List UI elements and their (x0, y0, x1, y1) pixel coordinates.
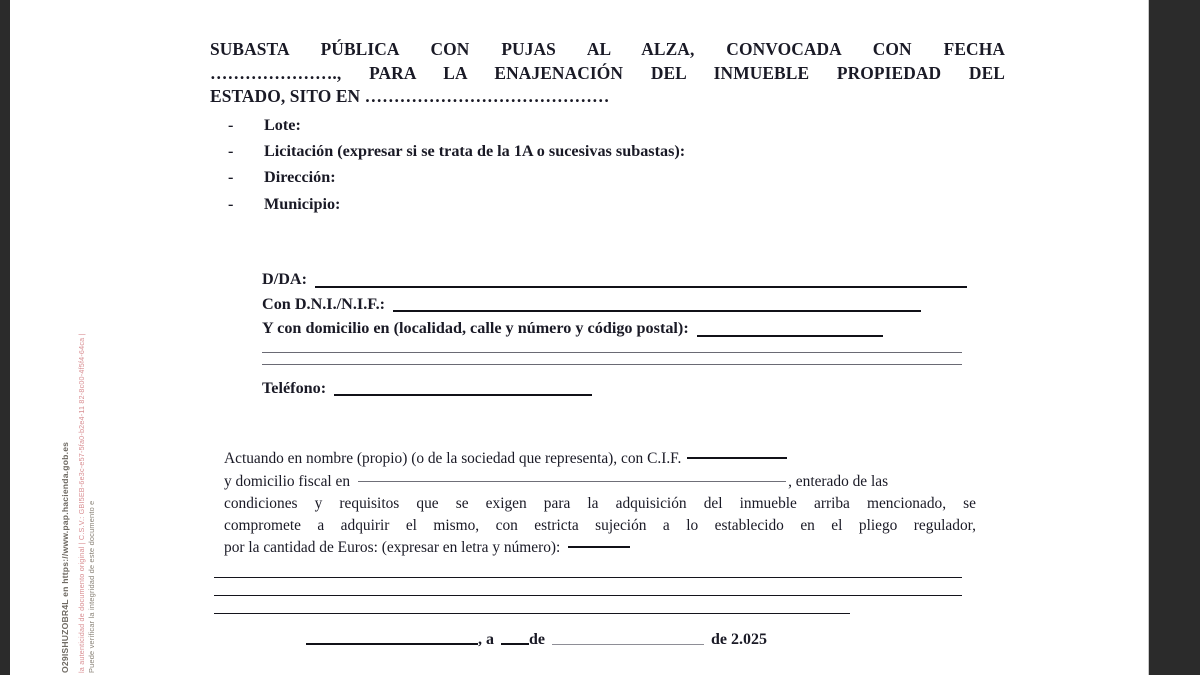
title-line-2: …………………., PARA LA ENAJENACIÓN DEL INMUEBLE PROPIEDAD DEL (210, 62, 1005, 83)
date-year: de 2.025 (711, 631, 767, 649)
date-comma-a: , a (478, 631, 494, 649)
title-line-1: SUBASTA PÚBLICA CON PUJAS AL ALZA, CONVOCADA CON FECHA (210, 39, 1005, 59)
list-item (228, 191, 1005, 217)
list-item-label: Lote: (264, 116, 301, 135)
document-page (10, 0, 1149, 675)
city-blank[interactable] (306, 643, 478, 645)
declaration-line-4: compromete a adquirir el mismo, con estricta sujeción a lo establecido en el pliego regulador, (224, 516, 976, 534)
date-de-1: de (529, 631, 545, 649)
address-field-blank[interactable] (697, 335, 883, 337)
signature-csv-text: la autenticidad de documento original | C.S.V.: GBI5EB-6e3c-e57-5fa0-b2e4-11 82-8c00-4f5f4-64ca | (77, 333, 86, 673)
bullet-dash-icon: - (228, 142, 234, 161)
address-field-label: Y con domicilio en (localidad, calle y número y código postal): (262, 319, 689, 338)
signature-verification-text: Puede verificar la integridad de este documento e (87, 500, 96, 673)
page-title (210, 38, 1005, 109)
declaration-paragraph (210, 448, 976, 559)
name-field-label: D/DA: (262, 269, 307, 288)
amount-line-1[interactable] (214, 577, 962, 578)
amount-blank[interactable] (568, 546, 630, 548)
name-field-row (262, 267, 1005, 292)
viewer-right-background (1149, 0, 1200, 675)
document-body (210, 38, 1005, 649)
day-blank[interactable] (501, 643, 529, 645)
amount-writein-lines (210, 577, 1005, 614)
list-item-label: Licitación (expresar si se trata de la 1A o sucesivas subastas): (264, 142, 686, 161)
declaration-line-2: y domicilio fiscal en , enterado de las (224, 472, 889, 490)
amount-line-3[interactable] (214, 613, 850, 614)
bullet-dash-icon: - (228, 194, 234, 213)
amount-line-2[interactable] (214, 595, 962, 596)
declaration-line-5: por la cantidad de Euros: (expresar en letra y número): (224, 537, 976, 559)
declaration-line-1: Actuando en nombre (propio) (o de la sociedad que representa), con C.I.F. (224, 448, 976, 470)
phone-field-label: Teléfono: (262, 378, 327, 397)
list-item (228, 138, 1005, 164)
fiscal-address-blank[interactable] (358, 481, 786, 482)
list-item (228, 112, 1005, 138)
month-blank[interactable] (552, 644, 704, 645)
cif-blank[interactable] (687, 457, 787, 459)
declaration-line-3: condiciones y requisitos que se exigen para la adquisición del inmueble arriba mencionado, se (224, 494, 976, 512)
name-field-blank[interactable] (315, 286, 967, 288)
dni-field-blank[interactable] (393, 310, 921, 312)
title-line-3: ESTADO, SITO EN …………………………………… (210, 86, 610, 107)
bullet-dash-icon: - (228, 168, 234, 187)
phone-field-blank[interactable] (334, 394, 592, 396)
dni-field-label: Con D.N.I./N.I.F.: (262, 294, 386, 313)
date-line (210, 631, 1005, 649)
viewer-left-gutter (0, 0, 10, 675)
applicant-fields (210, 267, 1005, 401)
list-item-label: Municipio: (264, 194, 341, 213)
list-item (228, 164, 1005, 190)
phone-field-row (262, 376, 1005, 401)
address-field-row (262, 316, 1005, 341)
list-item-label: Dirección: (264, 168, 336, 187)
lot-details-list (210, 112, 1005, 217)
signature-url-text: O29ISHUZOBR4L en https://www.pap.hacienda.gob.es (60, 441, 70, 673)
address-continuation-line-1[interactable] (262, 352, 962, 353)
bullet-dash-icon: - (228, 116, 234, 135)
dni-field-row (262, 292, 1005, 317)
address-continuation-line-2[interactable] (262, 364, 962, 365)
